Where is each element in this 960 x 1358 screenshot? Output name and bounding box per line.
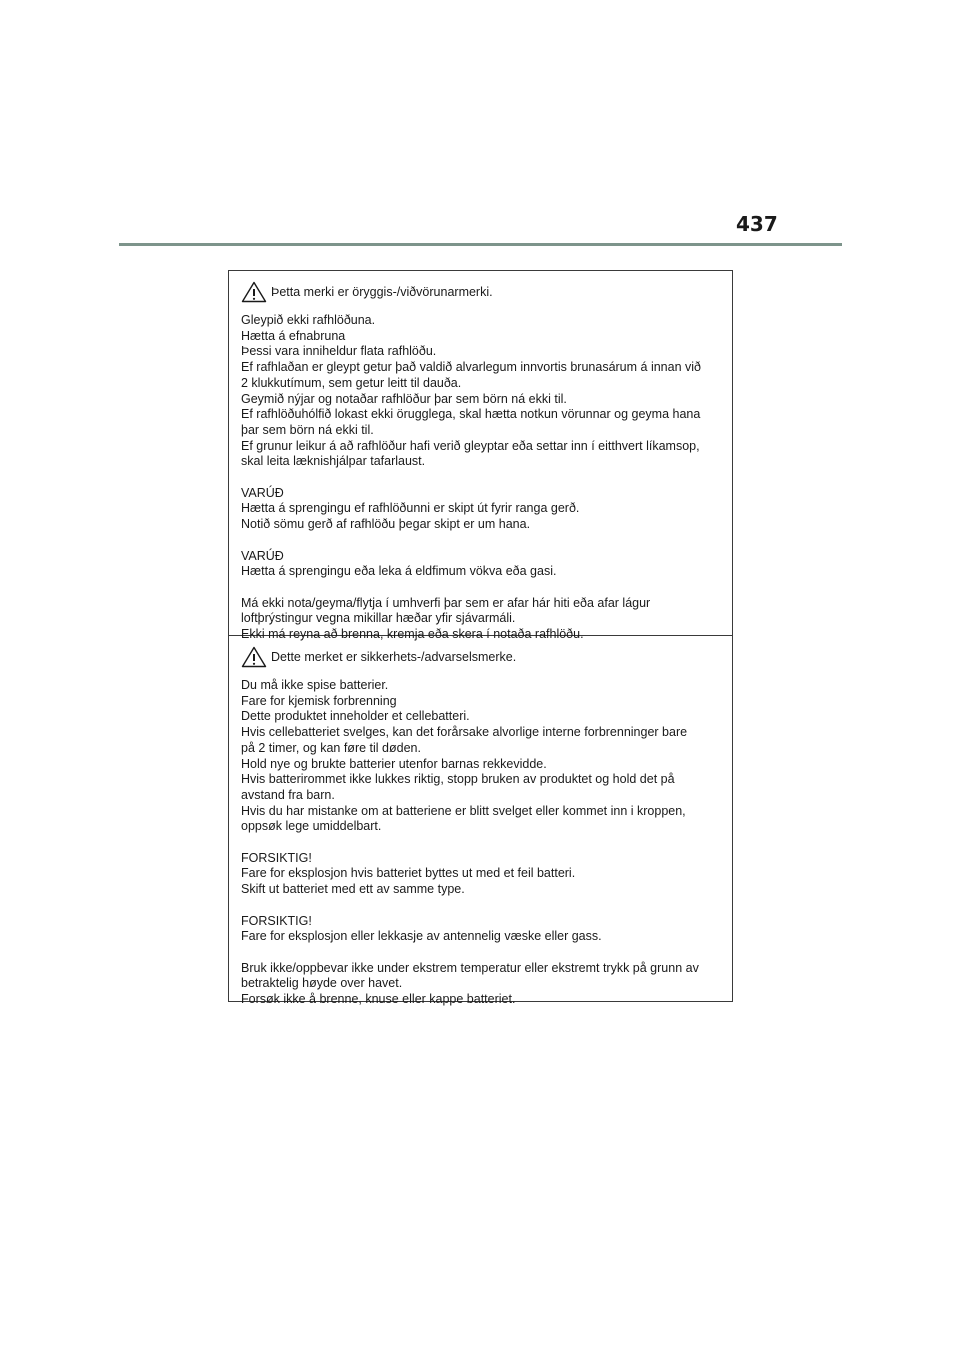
text-line: Notið sömu gerð af rafhlöðu þegar skipt er um hana.: [241, 517, 531, 532]
text-line: VARÚÐ: [241, 548, 284, 563]
body-icelandic: [241, 313, 720, 643]
text-line: Bruk ikke/oppbevar ikke under ekstrem temperatur eller ekstremt trykk på grunn av: [241, 960, 699, 975]
page-number: 437: [736, 212, 778, 236]
text-line: þar sem börn ná ekki til.: [241, 422, 374, 437]
paragraph-gap: [241, 580, 720, 596]
text-line: FORSIKTIG!: [241, 850, 312, 865]
heading-row-icelandic: [241, 277, 720, 307]
text-line: Ef grunur leikur á að rafhlöður hafi verið gleyptar eða settar inn í eitthvert líkamsop,: [241, 438, 700, 453]
paragraph-gap: [241, 945, 720, 961]
heading-row-norwegian: [241, 642, 720, 672]
text-line: Hætta á efnabruna: [241, 328, 346, 343]
section-norwegian: [229, 636, 732, 1007]
text-line: loftþrýstingur vegna mikillar hæðar yfir sjávarmáli.: [241, 611, 516, 626]
text-line: Fare for eksplosjon eller lekkasje av antennelig væske eller gass.: [241, 929, 602, 944]
paragraph-gap: [241, 898, 720, 914]
warning-triangle-icon: [241, 281, 267, 303]
text-line: Dette produktet inneholder et cellebatteri.: [241, 709, 470, 724]
text-line: Hætta á sprengingu ef rafhlöðunni er skipt út fyrir ranga gerð.: [241, 501, 580, 516]
warning-box: [228, 270, 733, 1007]
text-line: VARÚÐ: [241, 485, 284, 500]
header-rule: [119, 243, 842, 246]
paragraph-gap: [241, 533, 720, 549]
heading-norwegian: Dette merket er sikkerhets-/advarselsmerke.: [271, 650, 517, 664]
text-line: Gleypið ekki rafhlöðuna.: [241, 313, 376, 327]
text-line: betraktelig høyde over havet.: [241, 976, 403, 991]
text-line: Ef rafhlöðuhólfið lokast ekki örugglega, skal hætta notkun vörunnar og geyma hana: [241, 407, 701, 422]
text-line: Hvis cellebatteriet svelges, kan det forårsake alvorlige interne forbrenninger bare: [241, 725, 688, 740]
body-norwegian: [241, 678, 720, 1008]
text-line: Ef rafhlaðan er gleypt getur það valdið alvarlegum innvortis brunasárum á innan við: [241, 360, 701, 375]
text-line: Hold nye og brukte batterier utenfor barnas rekkevidde.: [241, 756, 547, 771]
text-line: Forsøk ikke å brenne, knuse eller kappe batteriet.: [241, 992, 516, 1007]
section-icelandic: [229, 271, 732, 642]
text-line: Geymið nýjar og notaðar rafhlöður þar sem börn ná ekki til.: [241, 391, 567, 406]
text-line: Má ekki nota/geyma/flytja í umhverfi þar sem er afar hár hiti eða afar lágur: [241, 595, 651, 610]
text-line: Du må ikke spise batterier.: [241, 678, 389, 692]
text-line: Ekki má reyna að brenna, kremja eða skera í notaða rafhlöðu.: [241, 627, 584, 642]
text-line: skal leita læknishjálpar tafarlaust.: [241, 454, 426, 469]
text-line: Þessi vara inniheldur flata rafhlöðu.: [241, 344, 437, 359]
heading-icelandic: Þetta merki er öryggis-/viðvörunarmerki.: [271, 285, 493, 299]
paragraph-gap: [241, 835, 720, 851]
paragraph-gap: [241, 470, 720, 486]
text-line: Hætta á sprengingu eða leka á eldfimum vökva eða gasi.: [241, 564, 557, 579]
text-line: på 2 timer, og kan føre til døden.: [241, 740, 421, 755]
text-line: FORSIKTIG!: [241, 913, 312, 928]
text-line: Skift ut batteriet med ett av samme type.: [241, 882, 465, 897]
warning-triangle-icon: [241, 646, 267, 668]
text-line: avstand fra barn.: [241, 787, 335, 802]
text-line: Hvis batterirommet ikke lukkes riktig, stopp bruken av produktet og hold det på: [241, 772, 675, 787]
text-line: oppsøk lege umiddelbart.: [241, 819, 382, 834]
text-line: Hvis du har mistanke om at batteriene er blitt svelget eller kommet inn i kroppen,: [241, 803, 686, 818]
text-line: 2 klukkutímum, sem getur leitt til dauða.: [241, 375, 462, 390]
text-line: Fare for kjemisk forbrenning: [241, 693, 397, 708]
text-line: Fare for eksplosjon hvis batteriet byttes ut med et feil batteri.: [241, 866, 576, 881]
